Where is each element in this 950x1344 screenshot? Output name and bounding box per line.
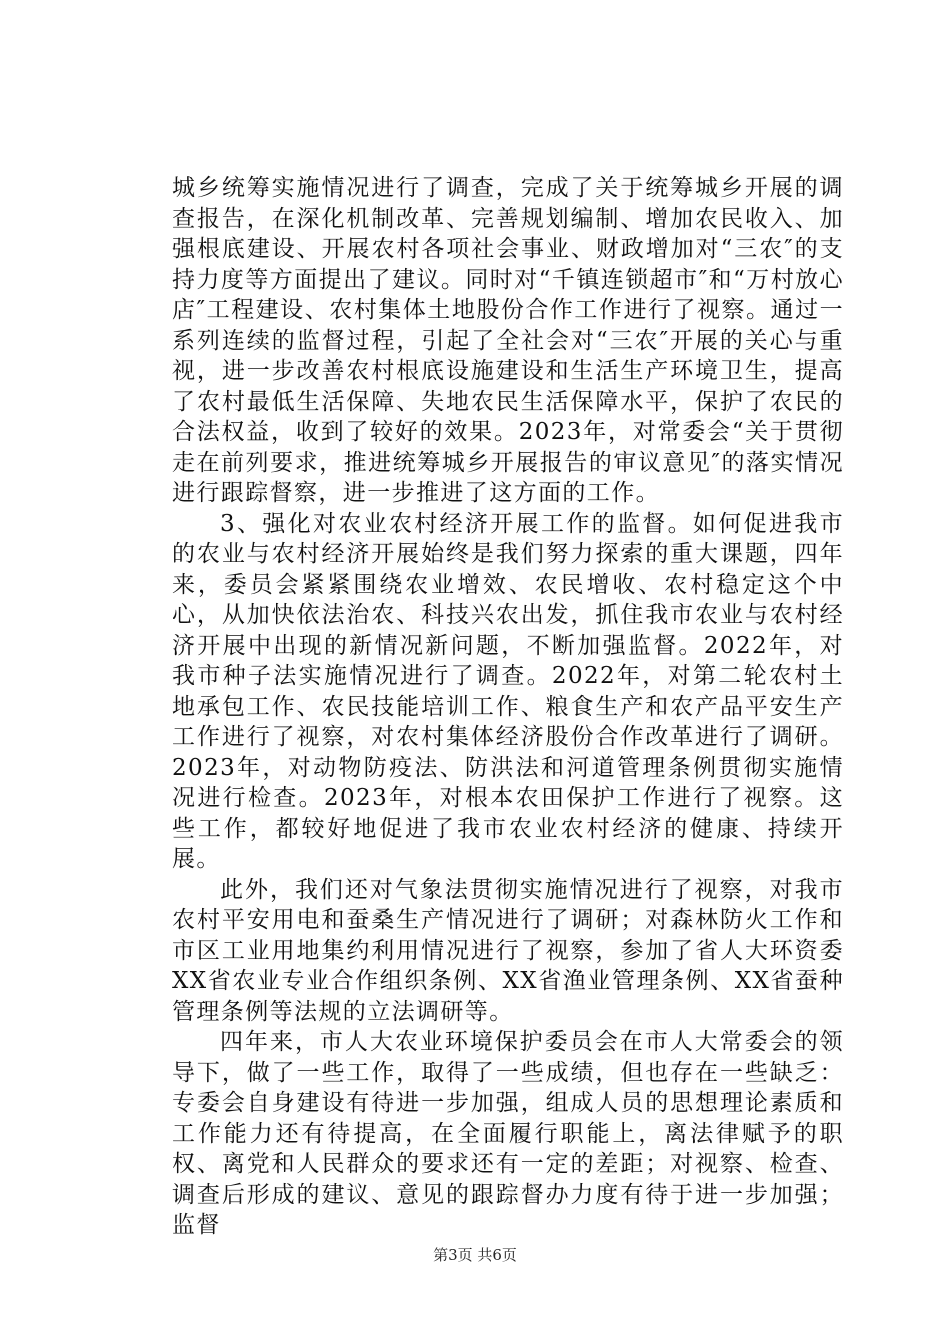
- page-number-footer: 第3页 共6页: [433, 1246, 517, 1264]
- paragraph-agriculture-supervision: 3、强化对农业农村经济开展工作的监督。如何促进我市的农业与农村经济开展始终是我们努力探索的重大课题，四年来，委员会紧紧围绕农业增效、农民增收、农村稳定这个中心，从加快依法治农、科技兴农出发，抓住我市农业与农村经济开展中出现的新情况新问题，不断加强监督。2022年，对我市种子法实施情况进行了调查。2022年，对第二轮农村土地承包工作、农民技能培训工作、粮食生产和农产品平安生产工作进行了视察，对农村集体经济股份合作改革进行了调研。2023年，对动物防疫法、防洪法和河道管理条例贯彻实施情况进行检查。2023年，对根本农田保护工作进行了视察。这些工作，都较好地促进了我市农业农村经济的健康、持续开展。: [172, 510, 844, 872]
- paragraph-four-years-summary: 四年来，市人大农业环境保护委员会在市人大常委会的领导下，做了一些工作，取得了一些成绩，但也存在一些缺乏：专委会自身建设有待进一步加强，组成人员的思想理论素质和工作能力还有待提高，在全面履行职能上，离法律赋予的职权、离党和人民群众的要求还有一定的差距；对视察、检查、调查后形成的建议、意见的跟踪督办力度有待于进一步加强；监督: [172, 1029, 844, 1238]
- paragraph-other-work: 此外，我们还对气象法贯彻实施情况进行了视察，对我市农村平安用电和蚕桑生产情况进行了调研；对森林防火工作和市区工业用地集约利用情况进行了视察，参加了省人大环资委XX省农业专业合作组织条例、XX省渔业管理条例、XX省蚕种管理条例等法规的立法调研等。: [172, 876, 844, 1025]
- paragraph-continuation: 城乡统筹实施情况进行了调查，完成了关于统筹城乡开展的调查报告，在深化机制改革、完善规划编制、增加农民收入、加强根底建设、开展农村各项社会事业、财政增加对“三农″的支持力度等方面提出了建议。同时对“千镇连锁超市″和“万村放心店″工程建设、农村集体土地股份合作工作进行了视察。通过一系列连续的监督过程，引起了全社会对“三农″开展的关心与重视，进一步改善农村根底设施建设和生活生产环境卫生，提高了农村最低生活保障、失地农民生活保障水平，保护了农民的合法权益，收到了较好的效果。2023年，对常委会“关于贯彻走在前列要求，推进统筹城乡开展报告的审议意见″的落实情况进行跟踪督察，进一步推进了这方面的工作。: [172, 175, 844, 506]
- document-body: [172, 173, 844, 1241]
